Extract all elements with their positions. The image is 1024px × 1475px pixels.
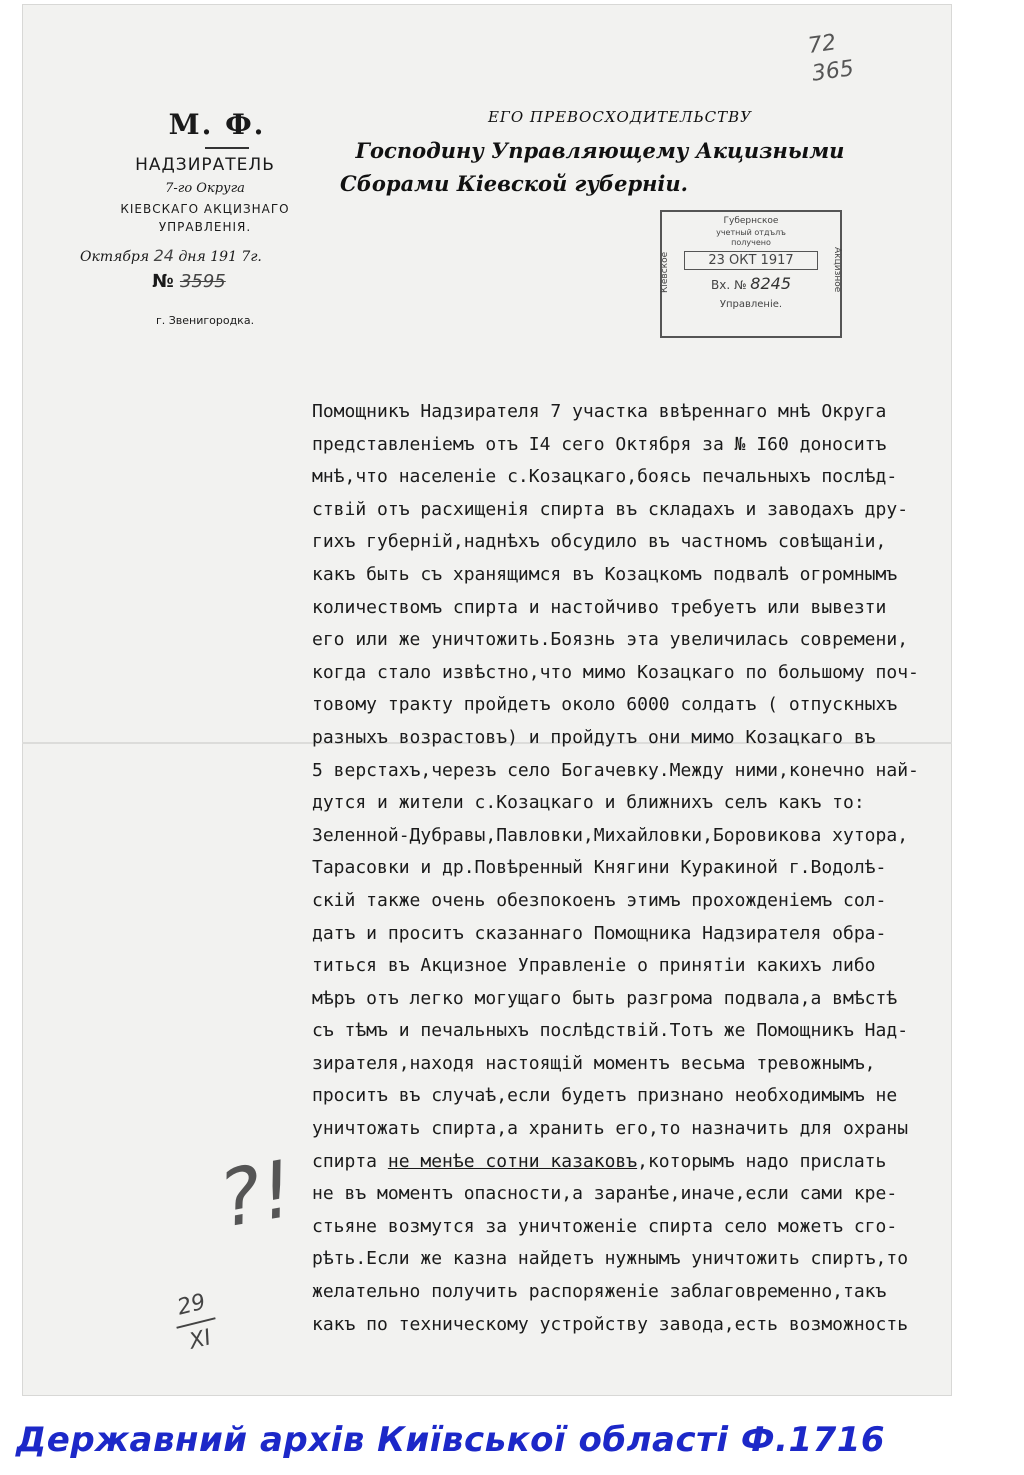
body-line: ствій отъ расхищенія спирта въ складахъ и заводахъ дру- (312, 498, 909, 520)
margin-frac-bottom: XI (186, 1325, 214, 1355)
addressee-line-3: Сборами Кіевской губерніи. (340, 171, 688, 196)
stamp-top: Губернское (723, 216, 779, 226)
archive-number-bottom: 365 (810, 56, 856, 87)
letterhead-number (80, 271, 330, 292)
archive-number-top: 72 (806, 30, 838, 59)
body-line-tail: ,которымъ надо прислать (637, 1150, 887, 1172)
body-line-start: спирта (312, 1150, 388, 1172)
stamp-date: 23 ОКТ 1917 (684, 251, 818, 270)
body-line: съ тѣмъ и печальныхъ послѣдствій.Тотъ же Помощникъ Над- (312, 1020, 909, 1042)
body-line: дутся и жители с.Козацкаго и ближнихъ селъ какъ то: (312, 792, 865, 814)
margin-question-mark: ?! (212, 1144, 300, 1246)
stamp-number (662, 274, 840, 293)
body-line: не въ моментъ опасности,а заранѣе,иначе,если сами кре- (312, 1183, 898, 1205)
underlined-phrase: не менѣе сотни казаковъ (387, 1150, 638, 1172)
number-handwritten: 3595 (179, 271, 226, 292)
number-prefix: № (152, 271, 174, 292)
stamp-number-value: 8245 (750, 274, 791, 293)
stamp-bottom: Управленіе. (719, 299, 783, 310)
body-line: мѣръ отъ легко могущаго быть разгрома подвала,а вмѣстѣ (312, 987, 898, 1009)
body-line: количествомъ спирта и настойчиво требуетъ или вывезти (312, 596, 887, 618)
date-prefix: Октября (80, 249, 150, 265)
body-line: проситъ въ случаѣ,если будетъ признано необходимымъ не (312, 1085, 898, 1107)
archive-caption: Державний архів Київської області Ф.1716 (16, 1420, 886, 1460)
addressee-line-2: Господину Управляющему Акцизными (355, 138, 845, 163)
stamp-number-label: Вх. № (711, 278, 747, 292)
stamp-side-right: Акцизное (832, 247, 842, 293)
body-line: мнѣ,что населеніе с.Козацкаго,боясь печальныхъ послѣд- (312, 466, 898, 488)
received-stamp (660, 210, 842, 338)
addressee-block (340, 108, 860, 196)
stamp-side-left: Кіевское (660, 251, 670, 293)
body-line: Тарасовки и др.Повѣренный Княгини Куракиной г.Водолѣ- (312, 857, 887, 879)
letterhead-upravlenie: УПРАВЛЕНІЯ. (158, 220, 252, 234)
body-line: желательно получить распоряженіе заблаговременно,такъ (312, 1281, 887, 1303)
letterhead-town: г. Звенигородка. (155, 314, 255, 327)
stamp-dept: учетный отдълъ (716, 228, 786, 237)
body-line: когда стало извѣстно,что мимо Козацкаго по большому поч- (312, 661, 919, 683)
margin-frac-top: 29 (174, 1289, 209, 1321)
date-suffix: дня 191 7г. (178, 249, 262, 265)
body-line: стьяне возмутся за уничтоженіе спирта село можетъ сго- (312, 1215, 898, 1237)
body-line-emphasis (312, 1146, 942, 1179)
letter-body (312, 396, 942, 1341)
date-day-handwritten: 24 (153, 246, 174, 265)
body-line: Зеленной-Дубравы,Павловки,Михайловки,Боровикова хутора, (312, 824, 909, 846)
letterhead-dept: КІЕВСКАГО АКЦИЗНАГО (120, 202, 290, 216)
addressee-line-1: ЕГО ПРЕВОСХОДИТЕЛЬСТВУ (487, 108, 753, 126)
stamp-received: получено (731, 238, 771, 247)
body-line: 5 верстахъ,черезъ село Богачевку.Между ними,конечно най- (312, 759, 919, 781)
letterhead-mark: М. Ф. (168, 108, 266, 141)
body-line: разныхъ возрастовъ) и пройдутъ они мимо Козацкаго въ (312, 726, 876, 748)
body-line: его или же уничтожить.Боязнь эта увеличилась современи, (312, 629, 909, 651)
letterhead (80, 108, 330, 327)
body-line: представленіемъ отъ I4 сего Октября за № I60 доноситъ (312, 433, 887, 455)
body-line: гихъ губерній,наднѣхъ обсудило въ частномъ совѣщаніи, (312, 531, 887, 553)
letterhead-date (80, 246, 330, 265)
letterhead-rule (205, 147, 249, 149)
body-line: какъ быть съ хранящимся въ Козацкомъ подвалѣ огромнымъ (312, 563, 898, 585)
body-line: Помощникъ Надзирателя 7 участка ввѣреннаго мнѣ Округа (312, 401, 887, 422)
body-line: скій также очень обезпокоенъ этимъ прохожденіемъ сол- (312, 889, 887, 911)
body-line: титься въ Акцизное Управленіе о принятіи какихъ либо (312, 955, 876, 977)
body-line: рѣть.Если же казна найдетъ нужнымъ уничтожить спиртъ,то (312, 1248, 909, 1270)
letterhead-title: НАДЗИРАТЕЛЬ (135, 155, 275, 175)
body-line: товому тракту пройдетъ около 6000 солдатъ ( отпускныхъ (312, 694, 898, 716)
archive-number-handwritten (806, 27, 855, 88)
body-line: уничтожать спирта,а хранить его,то назначить для охраны (312, 1118, 909, 1140)
letterhead-okrug: 7-го Округа (165, 181, 245, 196)
body-line: зирателя,находя настоящій моментъ весьма тревожнымъ, (312, 1052, 876, 1074)
body-line: какъ по техническому устройству завода,есть возможность (312, 1313, 909, 1335)
body-line: датъ и проситъ сказаннаго Помощника Надзирателя обра- (312, 922, 887, 944)
